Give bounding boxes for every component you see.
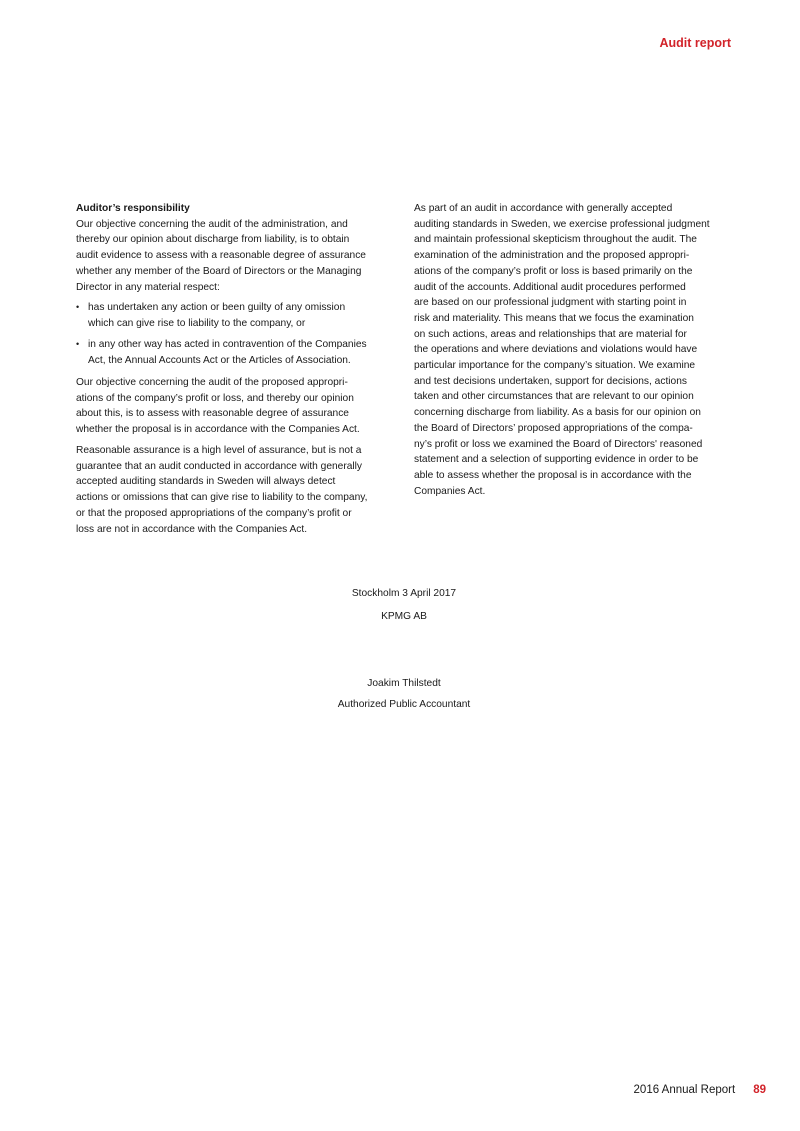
text-line: accepted auditing standards in Sweden will always detect [76, 476, 336, 488]
signature-name: Joakim Thilstedt [367, 678, 441, 689]
paragraph-assurance [76, 443, 367, 537]
bullet-text [76, 300, 367, 331]
text-line: the operations and where deviations and violations would have [414, 344, 698, 356]
text-line: audit evidence to assess with a reasonable degree of assurance [76, 250, 366, 262]
right-column [414, 201, 710, 499]
text-line: are based on our professional judgment with starting point in [414, 297, 687, 309]
text-line: concerning discharge from liability. As a basis for our opinion on [414, 407, 701, 419]
text-line: audit of the accounts. Additional audit procedures performed [414, 281, 686, 293]
text-line: on such actions, areas and relationships that are material for [414, 328, 687, 340]
text-line: risk and materiality. This means that we focus the examination [414, 312, 694, 324]
signature-place-date: Stockholm 3 April 2017 [351, 588, 457, 599]
signature-firm: KPMG AB [381, 611, 427, 622]
text-line: taken and other circumstances that are relevant to our opinion [414, 391, 694, 403]
text-line: has undertaken any action or been guilty of any omission [88, 302, 346, 313]
text-line: Our objective concerning the audit of the proposed appropri- [76, 377, 348, 388]
text-line: examination of the administration and the proposed appropri- [414, 250, 690, 262]
text-line: and test decisions undertaken, support for decisions, actions [414, 375, 687, 387]
section-heading: Auditor’s responsibility [76, 203, 190, 214]
text-line: Companies Act. [414, 485, 486, 497]
section-title: Audit report [659, 36, 731, 50]
page-number: 89 [753, 1084, 766, 1096]
page-footer [634, 1084, 766, 1096]
text-line: Director in any material respect: [76, 281, 220, 293]
text-line: ations of the company’s profit or loss is based primarily on the [414, 265, 693, 277]
text-line: Reasonable assurance is a high level of assurance, but is not a [76, 445, 362, 456]
text-line: As part of an audit in accordance with generally accepted [414, 203, 673, 214]
text-line: and maintain professional skepticism throughout the audit. The [414, 234, 697, 246]
intro-paragraph [76, 217, 366, 296]
text-line: the Board of Directors’ proposed appropriations of the compa- [414, 422, 693, 434]
text-line: whether any member of the Board of Directors or the Managing [76, 265, 362, 277]
text-line: particular importance for the company’s situation. We examine [414, 360, 696, 372]
text-line: about this, is to assess with reasonable degree of assurance [76, 408, 349, 420]
text-line: able to assess whether the proposal is in accordance with the [414, 469, 692, 481]
bullet-list [76, 300, 367, 369]
bullet-icon: • [76, 302, 80, 312]
text-line: actions or omissions that can give rise to liability to the company, [76, 492, 368, 504]
text-line: thereby our opinion about discharge from liability, is to obtain [76, 234, 350, 246]
text-line: ny’s profit or loss we examined the Board of Directors' reasoned [414, 438, 703, 450]
text-line: guarantee that an audit conducted in accordance with generally [76, 460, 363, 472]
text-line: in any other way has acted in contravention of the Companies [88, 339, 367, 351]
bullet-icon: • [76, 339, 80, 350]
text-line: Our objective concerning the audit of the administration, and [76, 218, 348, 230]
text-line: or that the proposed appropriations of the company’s profit or [76, 507, 352, 519]
report-name: 2016 Annual Report [633, 1084, 736, 1096]
paragraph-objective [76, 375, 360, 438]
bullet-text [76, 337, 367, 368]
text-line: whether the proposal is in accordance with the Companies Act. [76, 424, 360, 436]
text-line: statement and a selection of supporting evidence in order to be [414, 454, 699, 466]
left-column [76, 201, 366, 295]
bullet-item [76, 300, 367, 331]
signature-title: Authorized Public Accountant [337, 699, 471, 710]
text-line: which can give rise to liability to the company, or [88, 317, 306, 329]
bullet-item [76, 337, 367, 368]
text-line: Act, the Annual Accounts Act or the Articles of Association. [88, 355, 351, 367]
text-line: ations of the company’s profit or loss, and thereby our opinion [76, 392, 354, 404]
text-line: loss are not in accordance with the Companies Act. [76, 523, 308, 535]
text-line: auditing standards in Sweden, we exercise professional judgment [414, 218, 710, 230]
